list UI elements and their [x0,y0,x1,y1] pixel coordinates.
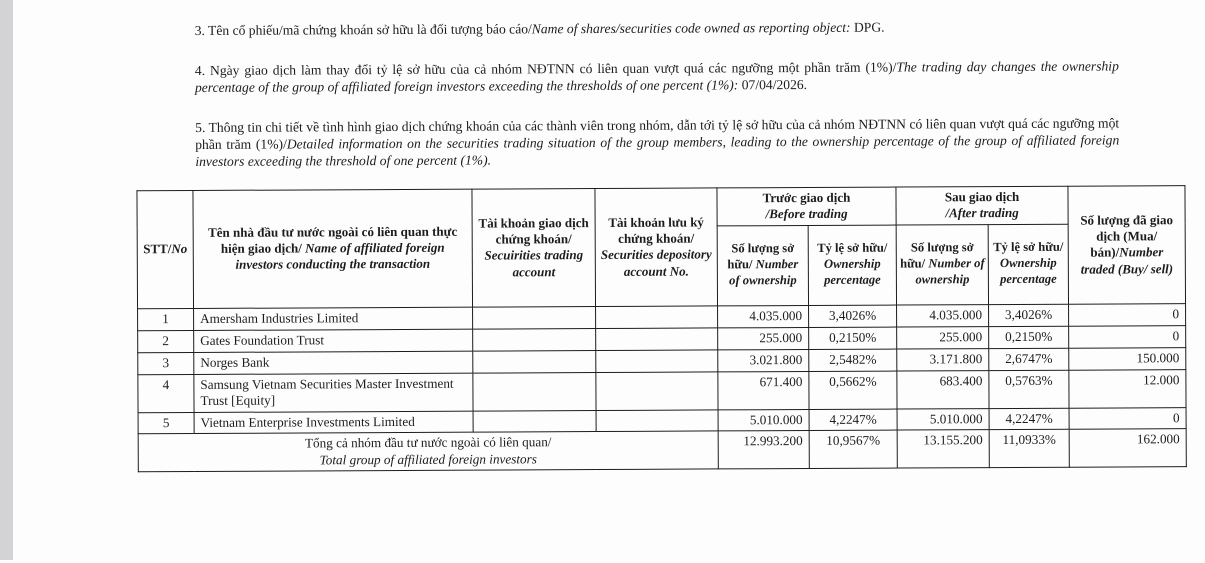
cell-before-pct: 0,5662% [809,371,897,409]
paragraph-5-vn: 5. Thông tin chi tiết về tình hình giao dịch chứng khoán của các thành viên trong nhóm, dẫn tới tỷ lệ sở hữu của cả nhóm NĐTNN có liên quan vượt quá các ngưỡng một phần trăm (1%)/ [195,115,1120,152]
cell-after-qty: 4.035.000 [897,304,989,326]
col-header-stt: STT/No [137,190,194,308]
col-header-after-pct: Tỷ lệ sở hữu/ Ownership percentage [988,224,1068,304]
cell-trading-account [473,350,596,373]
total-after-pct: 11,0933% [989,429,1069,467]
cell-before-qty: 5.010.000 [718,409,809,431]
total-label: Tổng cả nhóm đầu tư nước ngoài có liên quan/ Total group of affiliated foreign investors [138,431,718,472]
cell-traded: 0 [1069,325,1186,348]
paragraph-5-en: Detailed information on the securities trading situation of the group members, leading to the ownership percentage of the group of affiliated foreign investors exceeding the threshold of one percent (1%). [195,132,1120,169]
paragraph-4-value: 07/04/2026. [738,76,808,93]
cell-name: Samsung Vietnam Securities Master Investment Trust [Equity] [194,373,473,412]
col-header-after-trading: Sau giao dịch /After trading [896,186,1068,224]
cell-depository-account [596,327,718,350]
cell-name: Norges Bank [194,351,473,374]
cell-traded: 0 [1069,303,1186,326]
col-header-before-qty: Số lượng sở hữu/ Number of ownership [717,225,808,305]
cell-traded: 150.000 [1069,347,1186,370]
cell-name: Gates Foundation Trust [194,329,473,352]
document-text [195,17,1120,193]
cell-after-qty: 3.171.800 [897,348,989,370]
cell-no: 5 [138,412,194,434]
cell-trading-account [473,328,596,351]
paragraph-3-value: DPG. [850,19,885,35]
cell-depository-account [596,305,718,328]
total-before-pct: 10,9567% [809,430,897,468]
cell-after-pct: 2,6747% [989,348,1069,370]
cell-before-qty: 255.000 [718,327,809,349]
table-row [138,369,1186,412]
total-after-qty: 13.155.200 [897,430,989,468]
total-traded: 162.000 [1069,429,1186,468]
col-header-before-pct: Tỷ lệ sở hữu/ Ownership percentage [808,225,896,305]
cell-no: 1 [138,308,194,330]
cell-before-pct: 3,4026% [809,305,897,327]
header-row-groups [137,186,1185,229]
cell-before-pct: 0,2150% [809,327,897,349]
cell-after-qty: 255.000 [897,326,989,348]
ownership-table [136,185,1186,472]
cell-name: Amersham Industries Limited [194,307,473,330]
col-header-number-traded: Số lượng đã giao dịch (Mua/ bán)/Number traded (Buy/ sell) [1068,186,1186,304]
cell-depository-account [596,409,718,431]
cell-after-pct: 0,5763% [989,370,1069,408]
cell-before-pct: 4,2247% [809,409,897,431]
total-row [138,429,1186,472]
paragraph-4-en: The trading day changes the ownership percentage of the group of affiliated foreign investors exceeding the thresholds of one percent (1%): [194,58,1119,95]
cell-trading-account [473,372,596,411]
col-header-investor-name: Tên nhà đầu tư nước ngoài có liên quan thực hiện giao dịch/ Name of affiliated foreign investors conducting the transaction [193,189,473,308]
cell-before-qty: 3.021.800 [718,349,809,371]
cell-before-qty: 4.035.000 [718,305,809,327]
cell-after-pct: 0,2150% [989,326,1069,348]
cell-depository-account [596,371,718,410]
cell-after-pct: 3,4026% [989,304,1069,326]
paragraph-4 [195,57,1119,96]
paragraph-5 [195,114,1119,170]
col-header-after-qty: Số lượng sở hữu/ Number of ownership [896,224,988,304]
cell-no: 4 [138,374,194,412]
total-before-qty: 12.993.200 [718,430,809,468]
cell-depository-account [596,349,718,372]
cell-no: 3 [138,352,194,374]
paragraph-3 [195,17,1119,39]
cell-trading-account [473,410,596,432]
paragraph-3-en: Name of shares/securities code owned as reporting object: [531,19,851,37]
paragraph-4-vn: 4. Ngày giao dịch làm thay đổi tỷ lệ sở hữu của cả nhóm NĐTNN có liên quan vượt quá các ngưỡng một phần trăm (1%)/ [194,59,897,78]
cell-name: Vietnam Enterprise Investments Limited [194,411,473,434]
cell-after-qty: 683.400 [897,370,989,408]
col-header-before-trading: Trước giao dịch /Before trading [717,187,896,225]
cell-before-qty: 671.400 [718,371,809,409]
cell-trading-account [473,306,596,329]
cell-no: 2 [138,330,194,352]
cell-traded: 12.000 [1069,369,1186,408]
col-header-depository-account: Tài khoản lưu ký chứng khoán/ Securities depository account No. [595,188,718,306]
cell-after-pct: 4,2247% [989,408,1069,430]
cell-before-pct: 2,5482% [809,349,897,371]
col-header-trading-account: Tài khoản giao dịch chứng khoán/ Secuirities trading account [472,189,596,307]
paragraph-3-vn: 3. Tên cổ phiếu/mã chứng khoán sở hữu là đối tượng báo cáo/ [194,21,532,38]
cell-after-qty: 5.010.000 [897,408,989,430]
table-body [138,303,1187,434]
cell-traded: 0 [1069,407,1186,429]
